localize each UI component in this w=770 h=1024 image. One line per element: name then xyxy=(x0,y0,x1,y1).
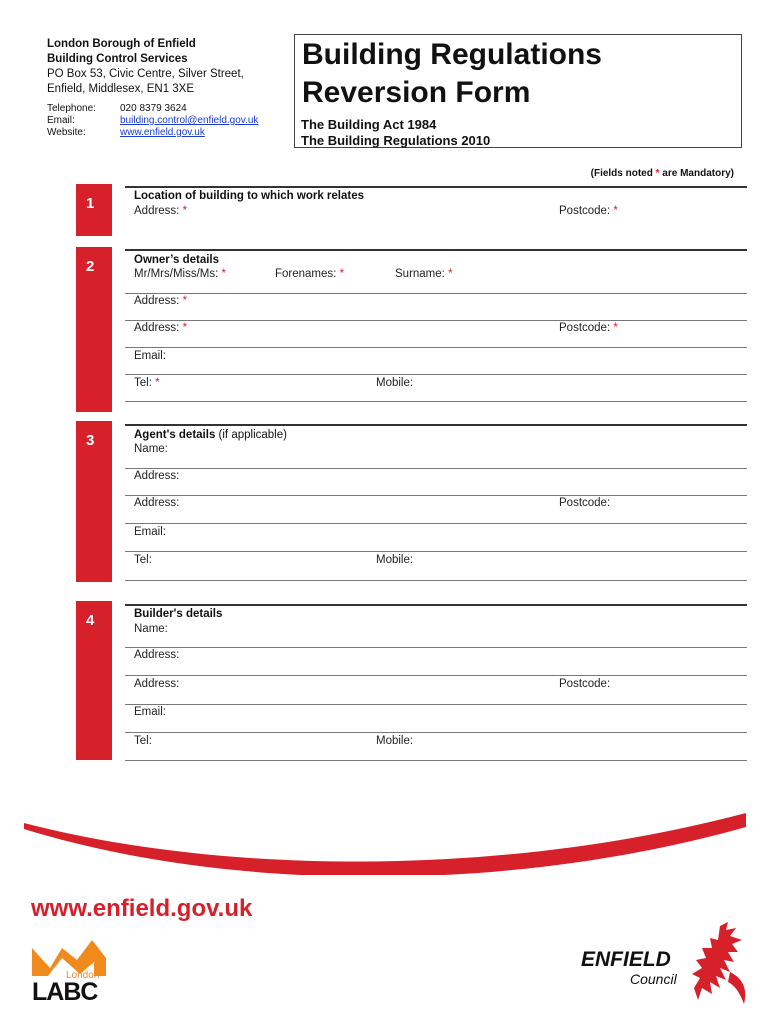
email-link[interactable]: building.control@enfield.gov.uk xyxy=(120,115,259,126)
footer-url[interactable]: www.enfield.gov.uk xyxy=(31,895,253,922)
s2-address2-field[interactable]: Address: * xyxy=(134,322,188,334)
s3-email-field[interactable]: Email: xyxy=(134,526,166,538)
enfield-council-logo xyxy=(578,922,753,1007)
section-1-number: 1 xyxy=(86,195,95,212)
rule xyxy=(125,523,747,524)
org-street: PO Box 53, Civic Centre, Silver Street, xyxy=(47,68,244,80)
s3-name-field[interactable]: Name: xyxy=(134,443,168,455)
rule xyxy=(125,647,747,648)
s1-postcode-field[interactable]: Postcode: * xyxy=(559,205,618,217)
tel-value: 020 8379 3624 xyxy=(120,103,187,114)
s2-surname-field[interactable]: Surname: * xyxy=(395,268,453,280)
s4-tel-field[interactable]: Tel: xyxy=(134,735,152,747)
s2-tel-field[interactable]: Tel: * xyxy=(134,377,160,389)
org-town: Enfield, Middlesex, EN1 3XE xyxy=(47,83,195,95)
tel-label: Telephone: xyxy=(47,103,96,114)
section-4-tab xyxy=(76,601,112,760)
s3-postcode-field[interactable]: Postcode: xyxy=(559,497,611,509)
s3-address2-field[interactable]: Address: xyxy=(134,497,180,509)
rule xyxy=(125,732,747,733)
rule xyxy=(125,320,747,321)
council-text: Council xyxy=(630,971,677,987)
rule xyxy=(125,347,747,348)
mandatory-post: are Mandatory) xyxy=(659,168,734,179)
mandatory-star: * xyxy=(655,168,660,179)
rule xyxy=(125,495,747,496)
s2-email-field[interactable]: Email: xyxy=(134,350,166,362)
section-4-title: Builder's details xyxy=(134,608,223,620)
rule xyxy=(125,704,747,705)
dragon-icon xyxy=(690,922,752,1006)
s2-postcode-field[interactable]: Postcode: * xyxy=(559,322,618,334)
section-1-tab xyxy=(76,184,112,236)
section-3-tab xyxy=(76,421,112,582)
section-1-top-rule xyxy=(125,186,747,188)
rule xyxy=(125,374,747,375)
s1-address-field[interactable]: Address: * xyxy=(134,205,188,217)
mandatory-pre: (Fields noted xyxy=(590,168,656,179)
rule xyxy=(125,675,747,676)
s4-address2-field[interactable]: Address: xyxy=(134,678,180,690)
s4-postcode-field[interactable]: Postcode: xyxy=(559,678,611,690)
rule xyxy=(125,580,747,581)
labc-logo xyxy=(32,938,122,1006)
s4-email-field[interactable]: Email: xyxy=(134,706,166,718)
section-2-top-rule xyxy=(125,249,747,251)
section-2-number: 2 xyxy=(86,258,95,275)
red-swoosh-graphic xyxy=(24,805,748,875)
rule xyxy=(125,468,747,469)
enfield-text: ENFIELD xyxy=(581,948,671,971)
org-name: London Borough of Enfield xyxy=(47,38,196,50)
section-1-title: Location of building to which work relates xyxy=(134,190,365,202)
s2-forenames-field[interactable]: Forenames: * xyxy=(275,268,345,280)
s3-address1-field[interactable]: Address: xyxy=(134,470,180,482)
s3-tel-field[interactable]: Tel: xyxy=(134,554,152,566)
rule xyxy=(125,760,747,761)
contact-block xyxy=(47,103,258,139)
form-title-line2: Reversion Form xyxy=(302,76,531,109)
section-2-tab xyxy=(76,247,112,412)
section-4-number: 4 xyxy=(86,612,95,629)
form-title xyxy=(302,36,602,112)
s4-address1-field[interactable]: Address: xyxy=(134,649,180,661)
section-4-top-rule xyxy=(125,604,747,606)
mandatory-note xyxy=(591,168,734,179)
s3-mobile-field[interactable]: Mobile: xyxy=(376,554,414,566)
section-3-top-rule xyxy=(125,424,747,426)
rule xyxy=(125,293,747,294)
email-label: Email: xyxy=(47,115,75,126)
rule xyxy=(125,401,747,402)
section-3-title: Agent's details (if applicable) xyxy=(134,429,287,441)
labc-london-text: London xyxy=(66,970,100,981)
s2-mobile-field[interactable]: Mobile: xyxy=(376,377,414,389)
org-address xyxy=(47,37,244,97)
s2-title-field[interactable]: Mr/Mrs/Miss/Ms: * xyxy=(134,268,227,280)
act-1984: The Building Act 1984 xyxy=(301,117,437,132)
acts xyxy=(301,117,490,149)
labc-text: LABC xyxy=(32,978,98,1006)
section-2-title: Owner’s details xyxy=(134,254,220,266)
website-link[interactable]: www.enfield.gov.uk xyxy=(120,127,205,138)
form-title-line1: Building Regulations xyxy=(302,38,602,71)
regs-2010: The Building Regulations 2010 xyxy=(301,133,491,148)
s4-name-field[interactable]: Name: xyxy=(134,623,168,635)
rule xyxy=(125,551,747,552)
s2-address1-field[interactable]: Address: * xyxy=(134,295,188,307)
org-department: Building Control Services xyxy=(47,53,188,65)
web-label: Website: xyxy=(47,127,86,138)
s4-mobile-field[interactable]: Mobile: xyxy=(376,735,414,747)
section-3-number: 3 xyxy=(86,432,95,449)
